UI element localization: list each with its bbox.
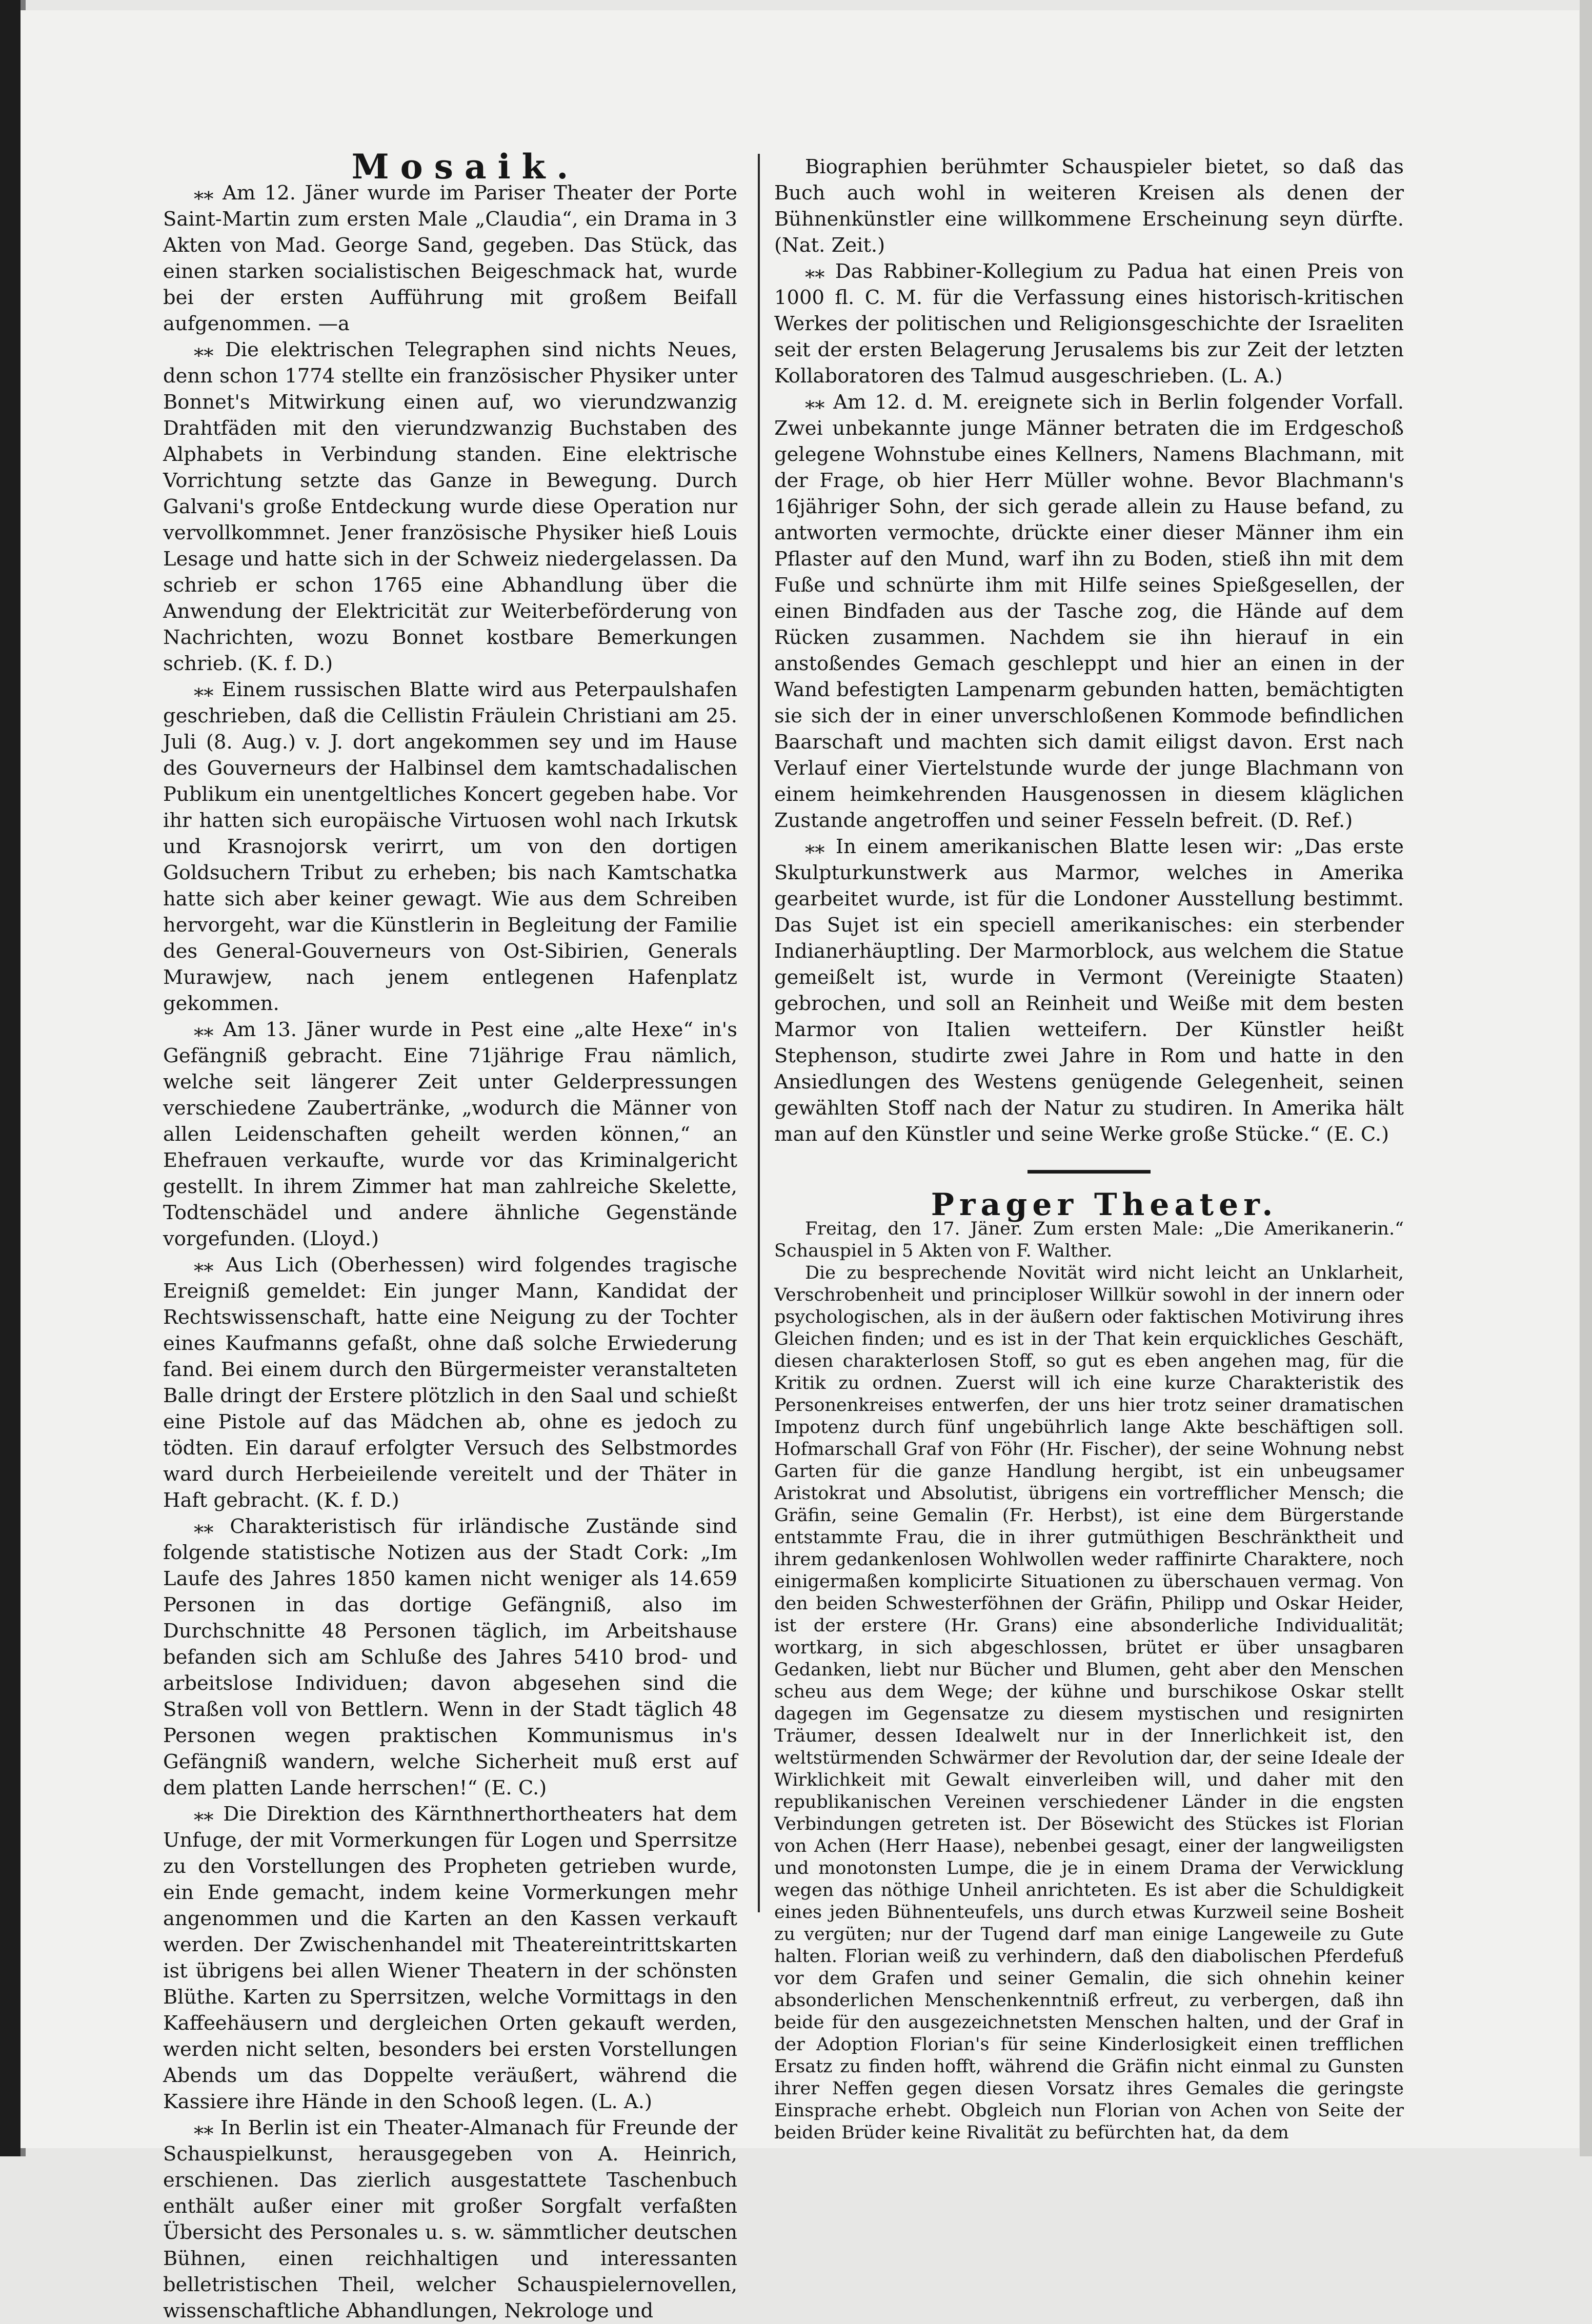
article-almanach-cont: Biographien berühmter Schauspieler bietet, so daß das Buch auch wohl in weiteren Kreisen als denen der Bühnenkünstler eine willkommene Erscheinung seyn dürfte. (Nat. Zeit.) — [774, 155, 1404, 257]
page-edge-shadow — [1580, 0, 1592, 2156]
review-header: Freitag, den 17. Jäner. Zum ersten Male: „Die Amerikanerin.“ Schauspiel in 5 Akten von F. Walther. — [774, 1219, 1404, 1261]
article-berlin: ⁎⁎ Am 12. d. M. ereignete sich in Berlin folgender Vorfall. Zwei unbekannte junge Männer betraten die im Erdgeschoß gelegene Wohnstube eines Kellners, Namens Blachmann, mit der Frage, ob hier Herr Müller wohne. Bevor Blachmann's 16jähriger Sohn, der sich gerade allein zu Hause befand, zu antworten vermochte, drückte einer dieser Männer ihm ein Pflaster auf den Mund, warf ihn zu Boden, stieß ihn mit dem Fuße und schnürte ihm mit Hilfe seines Spießgesellen, der einen Bindfaden aus der Tasche zog, die Hände auf dem Rücken zusammen. Nachdem sie ihn hierauf in ein anstoßendes Gemach geschleppt und hier an einen in der Wand befestigten Lampenarm gebunden hatten, bemächtigten sie sich der in einer unverschloßenen Kommode befindlichen Baarschaft und machten sich damit eiligst davon. Erst nach Verlauf einer Viertelstunde wurde der junge Blachmann von einem heimkehrenden Hausgenossen in diesem kläglichen Zustande angetroffen und seiner Fesseln befreit. (D. Ref.) — [774, 391, 1404, 832]
article-kaernthnerthor: ⁎⁎ Die Direktion des Kärnthnerthortheaters hat dem Unfuge, der mit Vormerkungen für Logen und Sperrsitze zu den Vorstellungen des Propheten getrieben wurde, ein Ende gemacht, indem keine Vormerkungen mehr angenommen und die Karten an den Kassen verkauft werden. Der Zwischenhandel mit Theatereintrittskarten ist übrigens bei allen Wiener Theatern in der schönsten Blüthe. Karten zu Sperrsitzen, welche Vormittags in den Kaffeehäusern und dergleichen Orten gekauft werden, werden nicht selten, besonders bei ersten Vorstellungen Abends um das Doppelte veräußert, während die Kassiere ihre Hände in den Schooß legen. (L. A.) — [163, 1803, 737, 2113]
article-almanach: ⁎⁎ In Berlin ist ein Theater-Almanach für Freunde der Schauspielkunst, herausgegeben von A. Heinrich, erschienen. Das zierlich ausgestattete Taschenbuch enthält außer einer mit großer Sorgfalt verfaßten Übersicht des Personales u. s. w. sämmtlicher deutschen Bühnen, einen reichhaltigen und interessanten belletristischen Theil, welcher Schauspielernovellen, wissenschaftliche Abhandlungen, Nekrologe und — [163, 2116, 737, 2322]
article-pest: ⁎⁎ Am 13. Jäner wurde in Pest eine „alte Hexe“ in's Gefängniß gebracht. Eine 71jährige Frau nämlich, welche seit längerer Zeit unter Gelderpressungen verschiedene Zaubertränke, „wodurch die Männer von allen Leidenschaften geheilt werden können,“ an Ehefrauen verkaufte, wurde vor das Kriminalgericht gestellt. In ihrem Zimmer hat man zahlreiche Skelette, Todtenschädel und andere ähnliche Gegenstände vorgefunden. (Lloyd.) — [163, 1018, 737, 1250]
article-claudia: ⁎⁎ Am 12. Jäner wurde im Pariser Theater der Porte Saint-Martin zum ersten Male „Claudia“, ein Drama in 3 Akten von Mad. George Sand, gegeben. Das Stück, das einen starken socialistischen Beigeschmack hat, wurde bei der ersten Aufführung mit großem Beifall aufgenommen. —a — [163, 181, 737, 335]
left-column — [163, 147, 737, 2324]
theater-review — [774, 1218, 1404, 2144]
book-binding — [0, 0, 21, 2156]
article-cork: ⁎⁎ Charakteristisch für irländische Zustände sind folgende statistische Notizen aus der Stadt Cork: „Im Laufe des Jahres 1850 kamen nicht weniger als 14.659 Personen in das dortige Gefängniß, also im Durchschnitte 48 Personen täglich, im Arbeitshause befanden sich am Schluße des Jahres 5410 brod- und arbeitslose Individuen; davon abgesehen sind die Straßen voll von Bettlern. Wenn in der Stadt täglich 48 Personen wegen praktischen Kommunismus in's Gefängniß wandern, welche Sicherheit muß erst auf dem platten Lande herrschen!“ (E. C.) — [163, 1515, 737, 1800]
article-marmor: ⁎⁎ In einem amerikanischen Blatte lesen wir: „Das erste Skulpturkunstwerk aus Marmor, welches in Amerika gearbeitet wurde, ist für die Londoner Ausstellung bestimmt. Das Sujet ist ein speciell amerikanisches: ein sterbender Indianerhäuptling. Der Marmorblock, aus welchem die Statue gemeißelt ist, wurde in Vermont (Vereinigte Staaten) gebrochen, und soll an Reinheit und Weiße mit dem besten Marmor von Italien wetteifern. Der Künstler heißt Stephenson, studirte zwei Jahre in Rom und hatte in den Ansiedlungen des Westens genügende Gelegenheit, seinen gewählten Stoff nach der Natur zu studiren. In Amerika hält man auf den Künstler und seine Werke große Stücke.“ (E. C.) — [774, 835, 1404, 1146]
right-column — [774, 154, 1404, 2144]
article-telegraph: ⁎⁎ Die elektrischen Telegraphen sind nichts Neues, denn schon 1774 stellte ein französischer Physiker unter Bonnet's Mitwirkung einen auf, wo vierundzwanzig Drahtfäden mit den vierundzwanzig Buchstaben des Alphabets in Verbindung standen. Eine elektrische Vorrichtung setzte das Ganze in Bewegung. Durch Galvani's große Entdeckung wurde diese Operation nur vervollkommnet. Jener französische Physiker hieß Louis Lesage und hatte sich in der Schweiz niedergelassen. Da schrieb er schon 1765 eine Abhandlung über die Anwendung der Elektricität zur Weiterbeförderung von Nachrichten, wozu Bonnet kostbare Bemerkungen schrieb. (K. f. D.) — [163, 338, 737, 675]
article-padua: ⁎⁎ Das Rabbiner-Kollegium zu Padua hat einen Preis von 1000 fl. C. M. für die Verfassung eines historisch-kritischen Werkes der politischen und Religionsgeschichte der Israeliten seit der ersten Belagerung Jerusalems bis zur Zeit der letzten Kollaboratoren des Talmud ausgeschrieben. (L. A.) — [774, 260, 1404, 388]
article-lich: ⁎⁎ Aus Lich (Oberhessen) wird folgendes tragische Ereigniß gemeldet: Ein junger Mann, Kandidat der Rechtswissenschaft, hatte eine Neigung zu der Tochter eines Kaufmanns gefaßt, ohne daß solche Erwiederung fand. Bei einem durch den Bürgermeister veranstalteten Balle dringt der Erstere plötzlich in den Saal und schießt eine Pistole auf das Mädchen ab, ohne es jedoch zu tödten. Ein darauf erfolgter Versuch des Selbstmordes ward durch Herbeieilende vereitelt und der Thäter in Haft gebracht. (K. f. D.) — [163, 1254, 737, 1512]
article-christiani: ⁎⁎ Einem russischen Blatte wird aus Peterpaulshafen geschrieben, daß die Cellistin Fräulein Christiani am 25. Juli (8. Aug.) v. J. dort angekommen sey und im Hause des Gouverneurs der Halbinsel dem kamtschadalischen Publikum ein unentgeltliches Koncert gegeben habe. Vor ihr hatten sich europäische Virtuosen wohl nach Irkutsk und Krasnojorsk verirrt, um von den dortigen Goldsuchern Tribut zu erheben; bis nach Kamtschatka hatte sich aber keiner gewagt. Wie aus dem Schreiben hervorgeht, war die Künstlerin in Begleitung der Familie des General-Gouverneurs von Ost-Sibirien, Generals Murawjew, nach jenem entlegenen Hafenplatz gekommen. — [163, 678, 737, 1015]
section-divider — [1027, 1170, 1151, 1174]
column-rule — [758, 154, 760, 1912]
review-body: Die zu besprechende Novität wird nicht leicht an Unklarheit, Verschrobenheit und principloser Willkür sowohl in der innern oder psychologischen, als in der äußern oder faktischen Motivirung ihres Gleichen finden; und es ist in der That kein erquickliches Geschäft, diesen charakterlosen Stoff, so gut es eben angehen mag, für die Kritik zu ordnen. Zuerst will ich eine kurze Charakteristik des Personenkreises entwerfen, der uns hier trotz seiner dramatischen Impotenz durch fünf ungebührlich lange Akte beschäftigen soll. Hofmarschall Graf von Föhr (Hr. Fischer), der seine Wohnung nebst Garten für die ganze Handlung hergibt, ist ein unbeugsamer Aristokrat und Absolutist, übrigens ein vortrefflicher Mensch; die Gräfin, seine Gemalin (Fr. Herbst), ist eine dem Bürgerstande entstammte Frau, die in ihrer gutmüthigen Beschränktheit und ihrem gedankenlosen Wohlwollen weder raffinirte Charaktere, noch einigermaßen komplicirte Situationen zu überschauen vermag. Von den beiden Schwesterföhnen der Gräfin, Philipp und Oskar Heider, ist der erstere (Hr. Grans) eine absonderliche Individualität; wortkarg, in sich abgeschlossen, brütet er über unsagbaren Gedanken, liebt nur Bücher und Blumen, geht aber den Menschen scheu aus dem Wege; der kühne und burschikose Oskar stellt dagegen im Gegensatze zu diesem mystischen und resignirten Träumer, dessen Idealwelt nur in der Innerlichkeit ist, den weltstürmenden Schwärmer der Revolution dar, der seine Ideale der Wirklichkeit mit Gewalt einverleiben will, und daher mit den republikanischen Vereinen verschiedener Länder in die engsten Verbindungen getreten ist. Der Bösewicht des Stückes ist Florian von Achen (Herr Haase), nebenbei gesagt, einer der langweiligsten und monotonsten Lumpe, die je in einem Drama der Verwicklung wegen das nöthige Unheil anrichteten. Es ist aber die Schuldigkeit eines jeden Bühnenteufels, uns durch etwas Kurzweil seine Bosheit zu vergüten; nur der Tugend darf man einige Langeweile zu Gute halten. Florian weiß zu verhindern, daß den diabolischen Pferdefuß vor dem Grafen und seiner Gemalin, die sich ohnehin keiner absonderlichen Menschenkenntniß erfreut, zu verbergen, daß ihn beide für den ausgezeichnetsten Menschen halten, und der Graf in der Adoption Florian's für seine Kinderlosigkeit einen trefflichen Ersatz zu finden hofft, während die Gräfin nicht einmal zu Gunsten ihrer Neffen gegen diesen Vorsatz ihres Gemales die geringste Einsprache erhebt. Obgleich nun Florian von Achen von Seite der beiden Brüder keine Rivalität zu befürchten hat, da dem — [774, 1263, 1404, 2143]
mosaik-title: Mosaik. — [351, 147, 580, 187]
theater-title: Prager Theater. — [931, 1187, 1278, 1223]
